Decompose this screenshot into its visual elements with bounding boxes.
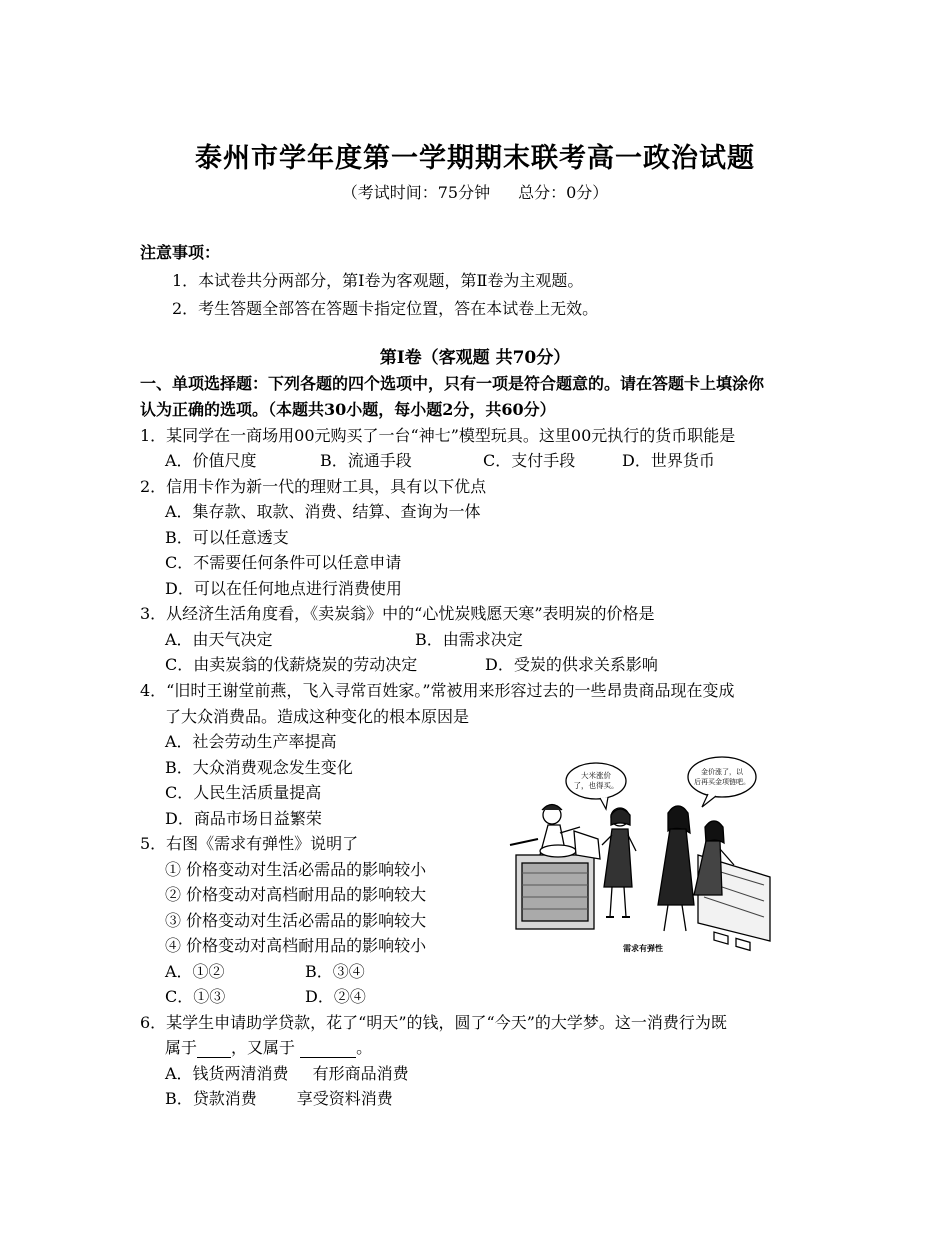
q6-option-b [165, 1086, 393, 1109]
notes-item-2: 2．考生答题全部答在答题卡指定位置，答在本试卷上无效。 [172, 299, 599, 318]
cartoon-drawing [508, 755, 778, 955]
q4-stem-2: 了大众消费品。造成这种变化的根本原因是 [165, 707, 470, 726]
q2-stem: 2．信用卡作为新一代的理财工具，具有以下优点 [140, 477, 487, 496]
q3-option-b: B．由需求决定 [415, 630, 523, 649]
exam-time: （考试时间：75分钟 [341, 183, 491, 202]
q3-option-a: A．由天气决定 [165, 630, 273, 649]
q2-option-b: B．可以任意透支 [165, 528, 289, 547]
q2-option-a: A．集存款、取款、消费、结算、查询为一体 [165, 502, 481, 521]
q6-option-b-part2: 享受资料消费 [296, 1089, 393, 1108]
rice-stall [510, 831, 600, 929]
q6-stem-2-pre: 属于 [165, 1038, 198, 1057]
q6-blank-1 [197, 1038, 231, 1058]
demand-elasticity-cartoon [508, 755, 778, 955]
notes-heading: 注意事项： [140, 243, 221, 262]
q3-option-c: C．由卖炭翁的伐薪烧炭的劳动决定 [165, 655, 418, 674]
bubble-right-line-1: 金价涨了，以 [701, 768, 743, 776]
rice-customer [602, 808, 636, 917]
section-instruction-2: 认为正确的选项。（本题共30小题，每小题2分，共60分） [140, 400, 556, 419]
q6-option-a [165, 1061, 409, 1084]
q4-stem-1: 4．“旧时王谢堂前燕，飞入寻常百姓家。”常被用来形容过去的一些昂贵商品现在变成 [140, 681, 735, 700]
q5-option-d: D．②④ [305, 987, 366, 1006]
bubble-right-line-2: 后再买金项链吧。 [694, 778, 750, 786]
q6-option-a-part1: A．钱货两清消费 [165, 1064, 289, 1083]
bubble-left-line-2: 了，也得买。 [573, 781, 619, 790]
q5-statement-1: ① 价格变动对生活必需品的影响较小 [165, 860, 427, 879]
q2-option-d: D．可以在任何地点进行消费使用 [165, 579, 402, 598]
q4-option-a: A．社会劳动生产率提高 [165, 732, 337, 751]
q5-option-c: C．①③ [165, 987, 226, 1006]
q6-option-b-part1: B．贷款消费 [165, 1089, 257, 1108]
q6-stem-1: 6．某学生申请助学贷款，花了“明天”的钱，圆了“今天”的大学梦。这一消费行为既 [140, 1013, 727, 1032]
exam-info [0, 180, 950, 203]
section-instruction-1: 一、单项选择题：下列各题的四个选项中，只有一项是符合题意的。请在答题卡上填涂你 [140, 374, 765, 393]
page-title: 泰州市学年度第一学期期末联考高一政治试题 [195, 143, 755, 174]
q3-stem: 3．从经济生活角度看，《卖炭翁》中的“心忧炭贱愿天寒”表明炭的价格是 [140, 604, 655, 623]
q1-option-b: B．流通手段 [320, 451, 412, 470]
q1-option-c: C．支付手段 [483, 451, 576, 470]
q6-option-a-part2: 有形商品消费 [312, 1064, 409, 1083]
q5-statement-2: ② 价格变动对高档耐用品的影响较大 [165, 885, 427, 904]
q6-stem-2-end: 。 [356, 1038, 373, 1057]
q1-option-d: D．世界货币 [622, 451, 715, 470]
notes-item-1: 1．本试卷共分两部分，第Ⅰ卷为客观题，第Ⅱ卷为主观题。 [172, 271, 584, 290]
q5-option-a: A．①② [165, 962, 225, 981]
cartoon-caption: 需求有弹性 [623, 944, 663, 953]
q4-option-c: C．人民生活质量提高 [165, 783, 322, 802]
total-score: 总分：0分） [518, 183, 609, 202]
q3-option-d: D．受炭的供求关系影响 [485, 655, 658, 674]
q2-option-c: C．不需要任何条件可以任意申请 [165, 553, 402, 572]
q6-stem-2 [165, 1035, 372, 1058]
q5-statement-3: ③ 价格变动对生活必需品的影响较大 [165, 911, 427, 930]
section-title: 第Ⅰ卷（客观题 共70分） [379, 348, 571, 368]
q5-option-b: B．③④ [305, 962, 365, 981]
q5-statement-4: ④ 价格变动对高档耐用品的影响较小 [165, 936, 427, 955]
q5-stem: 5．右图《需求有弹性》说明了 [140, 834, 359, 853]
bubble-left-line-1: 大米涨价 [581, 771, 611, 780]
q4-option-b: B．大众消费观念发生变化 [165, 758, 353, 777]
q1-option-a: A．价值尺度 [165, 451, 257, 470]
q1-stem: 1．某同学在一商场用00元购买了一台“神七”模型玩具。这里00元执行的货币职能是 [140, 426, 736, 445]
q4-option-d: D．商品市场日益繁荣 [165, 809, 322, 828]
q6-blank-2 [300, 1038, 356, 1058]
q6-stem-2-mid: ，又属于 [231, 1038, 296, 1057]
